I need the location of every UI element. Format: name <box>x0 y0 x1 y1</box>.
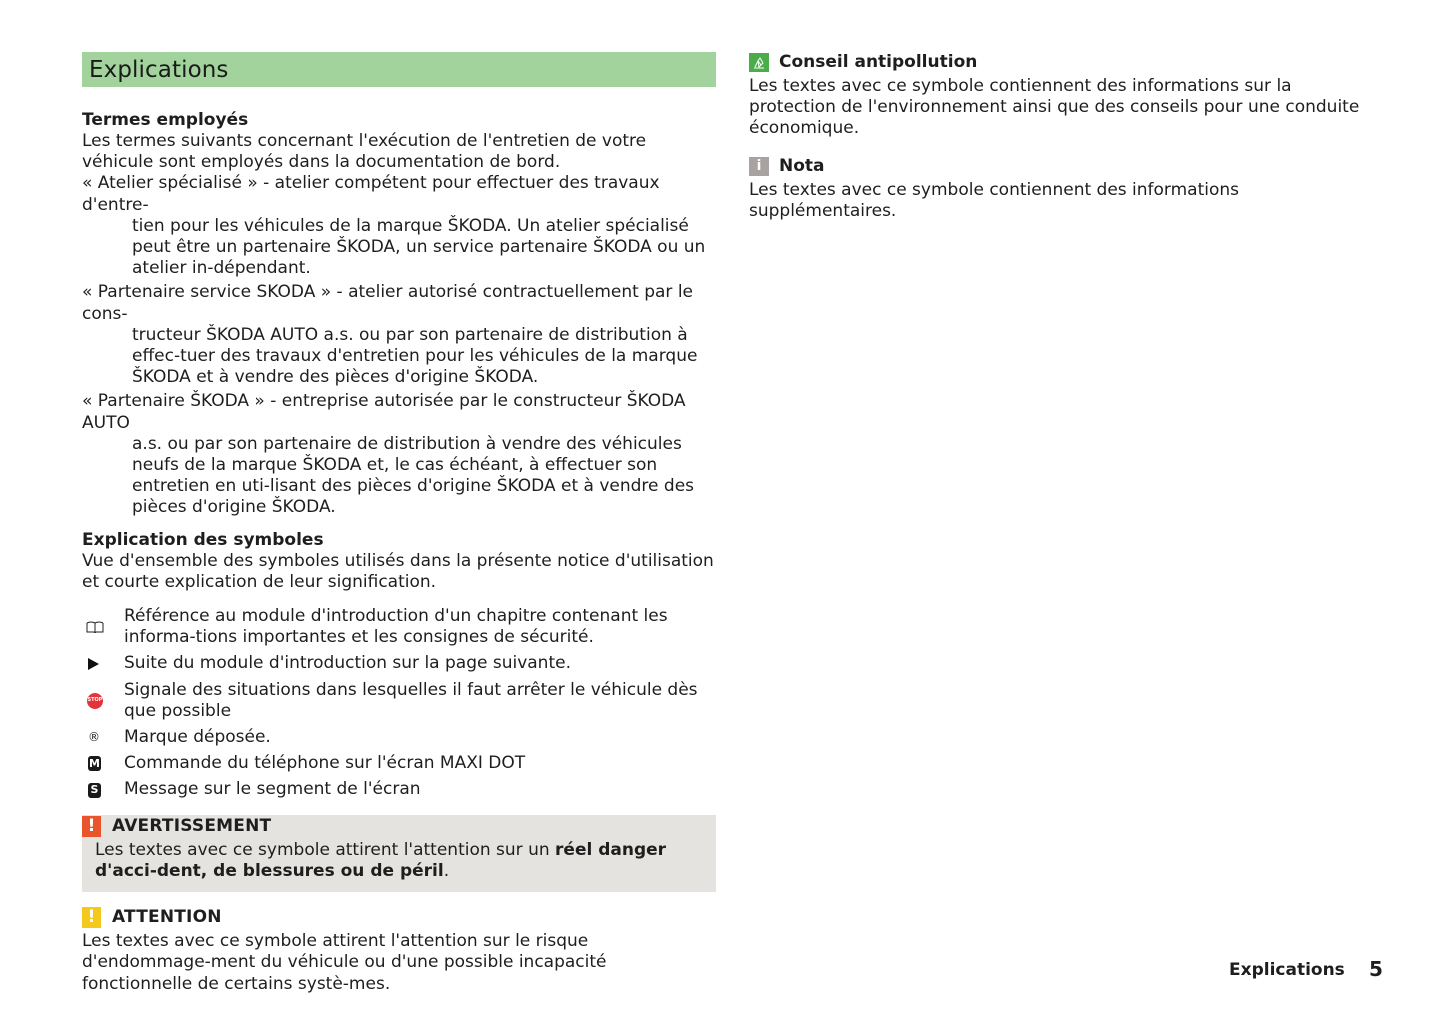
symbol-description: Commande du téléphone sur l'écran MAXI DOT <box>124 753 526 774</box>
term-item <box>82 391 716 518</box>
symbol-description: Référence au module d'introduction d'un chapitre contenant les informa-tions importantes et les consignes de sécurité. <box>124 606 668 648</box>
info-note-text: Les textes avec ce symbole contiennent des informations supplémentaires. <box>749 179 1240 221</box>
attention-title: ATTENTION <box>112 906 222 927</box>
symbol-description: Marque déposée. <box>124 727 271 748</box>
symbol-row <box>82 753 716 774</box>
attention-box <box>82 906 716 995</box>
warning-text: Les textes avec ce symbole attirent l'attention sur un réel danger d'acci-dent, de blessures ou de péril. <box>95 839 667 881</box>
symbol-description: Message sur le segment de l'écran <box>124 779 421 800</box>
term-continuation: tructeur ŠKODA AUTO a.s. ou par son partenaire de distribution à effec-tuer des travaux d'entretien pour les véhicules de la marque ŠKODA et à vendre des pièces d'origine ŠKODA. <box>132 324 698 388</box>
registered-icon: ® <box>88 730 100 745</box>
symbols-section <box>82 530 716 801</box>
term-item <box>82 173 716 279</box>
terms-section <box>82 110 716 519</box>
footer-section-title: Explications <box>1229 960 1345 980</box>
symbols-list <box>82 606 716 801</box>
warning-box <box>82 815 716 892</box>
symbol-row <box>82 727 716 748</box>
symbol-row <box>82 779 716 800</box>
chapter-header <box>82 52 716 87</box>
segment-s-icon: S <box>88 783 101 798</box>
symbol-description: Suite du module d'introduction sur la page suivante. <box>124 653 571 674</box>
book-icon <box>86 621 104 633</box>
term-continuation: a.s. ou par son partenaire de distribution à vendre des véhicules neufs de la marque ŠKODA et, le cas échéant, à effectuer son entretien en uti-lisant des pièces d'origine ŠKODA et à vendre des pièces d'origine ŠKODA. <box>132 433 695 518</box>
symbol-row <box>82 653 716 674</box>
term-first-line: « Atelier spécialisé » - atelier compétent pour effectuer des travaux d'entre- <box>82 173 660 215</box>
attention-exclamation-icon: ! <box>82 907 101 928</box>
attention-text: Les textes avec ce symbole attirent l'attention sur le risque d'endommage-ment du véhicule ou d'une possible incapacité fonctionnelle de certains systè-mes. <box>82 931 607 994</box>
terms-heading: Termes employés <box>82 110 249 130</box>
chapter-title: Explications <box>89 56 229 83</box>
warning-title: AVERTISSEMENT <box>112 815 272 836</box>
page-number: 5 <box>1369 957 1383 981</box>
triangle-right-icon <box>88 658 99 670</box>
symbol-row <box>82 680 716 722</box>
environment-note-text: Les textes avec ce symbole contiennent des informations sur la protection de l'environnement ainsi que des conseils pour une conduite économique. <box>749 76 1360 139</box>
right-column <box>749 52 1383 222</box>
warning-exclamation-icon: ! <box>82 816 101 837</box>
environment-note-title: Conseil antipollution <box>779 51 978 72</box>
symbols-heading: Explication des symboles <box>82 529 324 550</box>
term-item <box>82 282 716 388</box>
maxi-dot-m-icon: M <box>89 757 100 771</box>
environment-note <box>749 52 1383 140</box>
info-note <box>749 156 1383 222</box>
info-icon: i <box>749 157 769 176</box>
recycle-leaf-icon <box>749 53 769 72</box>
symbol-description: Signale des situations dans lesquelles il faut arrêter le véhicule dès que possible <box>124 679 698 721</box>
symbol-row <box>82 606 716 648</box>
term-first-line: « Partenaire service SKODA » - atelier autorisé contractuellement par le cons- <box>82 282 693 324</box>
stop-icon: STOP <box>87 693 103 709</box>
info-note-title: Nota <box>779 155 825 176</box>
left-column <box>82 52 716 995</box>
term-first-line: « Partenaire ŠKODA » - entreprise autorisée par le constructeur ŠKODA AUTO <box>82 391 686 433</box>
term-continuation: tien pour les véhicules de la marque ŠKODA. Un atelier spécialisé peut être un partenaire ŠKODA, un service partenaire ŠKODA ou un atelier in-dépendant. <box>132 215 706 279</box>
terms-intro: Les termes suivants concernant l'exécution de l'entretien de votre véhicule sont employés dans la documentation de bord. <box>82 131 647 173</box>
symbols-intro: Vue d'ensemble des symboles utilisés dans la présente notice d'utilisation et courte explication de leur signification. <box>82 550 714 592</box>
